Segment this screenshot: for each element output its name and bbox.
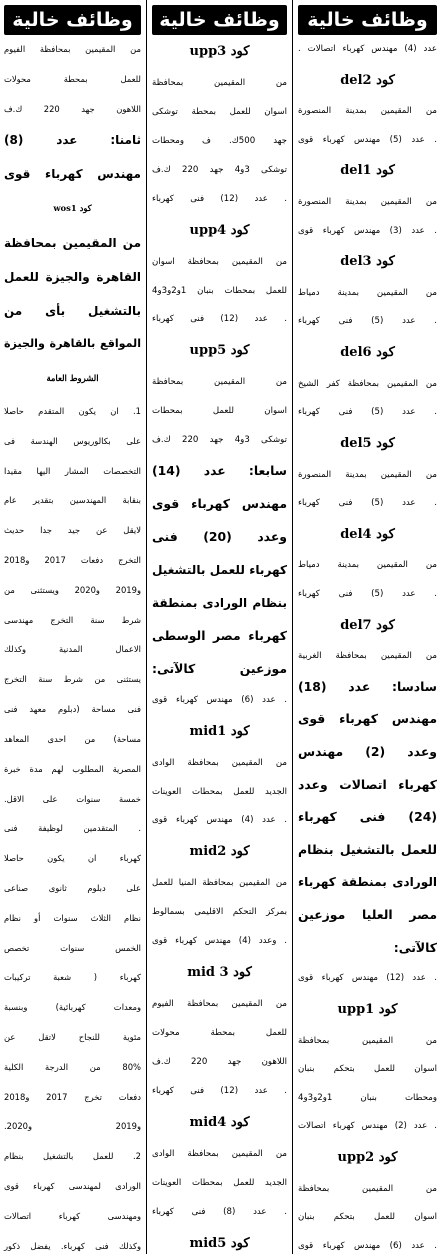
text-line: من المقيمين بمحافظة	[152, 77, 287, 88]
text-line: من المقيمين بمحافظة	[298, 1183, 437, 1194]
job-code-line: كود mid1	[189, 723, 250, 739]
bold-text-line: المواقع بالقاهرة والجيزة	[4, 337, 141, 351]
text-line: . عدد (12) مهندس كهرباء قوى	[298, 973, 438, 984]
text-line: . عدد (4) مهندس كهرباء قوى	[152, 815, 287, 826]
text-line: 2. للعمل بالتشغيل بنظام	[4, 1151, 141, 1162]
text-line: الجديد للعمل بمحطات العوينات	[152, 1177, 287, 1188]
text-line: كهرباء ان يكون حاصلا	[4, 853, 141, 864]
bold-text-line: موزعين كالآتى:	[152, 660, 287, 676]
bold-text-line: الورادى بمنطقة كهرباء	[298, 875, 437, 890]
text-line: للعمل بمحطة محولات	[152, 1028, 287, 1038]
text-line: من المقيمين بمدينة المنصورة	[298, 106, 437, 117]
column-right	[294, 0, 441, 1254]
bold-text-line: سادسا: عدد (18)	[298, 678, 437, 694]
text-line: من المقيمين بمحافظة	[298, 1035, 437, 1046]
job-code-line: كود mid 3	[187, 965, 252, 981]
bold-text-line: وعدد (2) مهندس	[298, 744, 437, 760]
text-line: و2019 و2020.	[4, 1121, 141, 1132]
text-line: . عدد (12) فنى كهرباء	[152, 314, 288, 325]
text-line: ومحطات بنبان 1و2و3و4	[298, 1092, 437, 1103]
text-line: . عدد (2) مهندس كهرباء اتصالات	[298, 1121, 437, 1132]
text-line: . المتقدمين لوظيفة فنى	[4, 823, 141, 834]
job-code-line: كود upp5	[189, 343, 250, 359]
text-line: اسوان للعمل بمحطات	[152, 406, 287, 417]
text-line: على بكالوريوس الهندسة فى	[4, 435, 141, 446]
text-line: اسوان للعمل بتحكم بنبان	[298, 1064, 437, 1075]
text-line: من المقيمين بمحافظة الفيوم	[4, 44, 141, 54]
column-header: وظائف خالية	[298, 5, 437, 35]
job-code-line: كود del7	[340, 617, 395, 633]
text-line: عدد (4) مهندس كهرباء اتصالات .	[298, 44, 437, 54]
text-line: دفعات تخرج 2017 و2018	[4, 1091, 141, 1102]
text-line: يستثنى من شرط سنة التخرج	[4, 674, 141, 685]
text-line: توشكى 3و4 جهد 220 ك.ف	[152, 164, 287, 175]
text-line: من المقيمين بمحافظة	[152, 377, 287, 388]
bold-text-line: كهرباء للعمل بالتشغيل	[152, 562, 287, 577]
text-line: من المقيمين بمحافظة الفيوم	[152, 999, 287, 1010]
text-line: خمسة سنوات على الاقل.	[4, 793, 141, 804]
text-line: . عدد (3) مهندس كهرباء قوى	[298, 225, 438, 236]
job-code-line: كود upp1	[337, 1001, 398, 1017]
bold-text-line: مهندس كهرباء قوى	[152, 496, 287, 512]
text-line: من المقيمين بمحافظة كفر الشيخ	[298, 378, 437, 389]
text-line: فنى مساحة (دبلوم معهد فنى	[4, 704, 141, 715]
text-line: الاعمال المدنية وكذلك	[4, 644, 141, 655]
text-line: مئوية للنجاح لاتقل عن	[4, 1032, 141, 1042]
job-code-line: كود upp3	[189, 44, 250, 59]
text-line: توشكى 3و4 جهد 220 ك.ف	[152, 435, 287, 446]
text-line: بمركز التحكم الاقليمى بسمالوط	[152, 907, 287, 918]
job-code-line: كود del3	[340, 254, 395, 270]
text-line: من المقيمين بمحافظة الوادى	[152, 757, 287, 768]
bold-text-line: من المقيمين بمحافظة	[4, 235, 141, 250]
job-code-line: كود mid2	[189, 844, 250, 860]
text-line: ومهندسى كهرباء اتصالات	[4, 1210, 141, 1221]
text-line: . عدد (12) فنى كهرباء	[152, 193, 288, 204]
column-body	[152, 35, 287, 1254]
job-code-line: كود del6	[340, 345, 395, 361]
bold-text-line: بنظام الورادى بمنطقة	[152, 595, 287, 610]
text-line: . وعدد (4) مهندس كهرباء قوى	[152, 936, 288, 947]
job-code-line: كود del1	[340, 163, 395, 179]
text-line: من المقيمين بمدينة المنصورة	[298, 469, 437, 480]
text-line: الورادى لمهندسى كهرباء قوى	[4, 1181, 141, 1192]
text-line: 1. ان يكون المتقدم حاصلا	[4, 405, 141, 416]
bold-text-line: مهندس كهرباء قوى	[298, 711, 437, 727]
bold-text-line: مهندس كهرباء قوى	[4, 167, 141, 182]
bold-text-line: كهرباء مصر الوسطى	[152, 627, 287, 643]
text-line: شرط سنة التخرج مهندسى	[4, 614, 141, 625]
text-line: الجديد للعمل بمحطات العوينات	[152, 786, 287, 797]
text-line: على دبلوم ثانوى صناعى	[4, 882, 141, 893]
text-line: . عدد (5) فنى كهرباء	[298, 588, 438, 599]
text-line: اسوان للعمل بمحطة توشكى	[152, 106, 287, 117]
column-divider	[146, 0, 147, 1254]
text-line: . عدد (5) مهندس كهرباء قوى	[298, 134, 438, 145]
job-code-line: كود del2	[340, 72, 395, 88]
text-line: للعمل بمحطة محولات	[4, 73, 141, 84]
text-line: التخرج دفعات 2017 و2018	[4, 555, 141, 565]
column-middle	[148, 0, 291, 1254]
text-line: كهرباء ( شعبة تركيبات	[4, 972, 141, 983]
job-code-line: كود mid4	[189, 1114, 250, 1130]
column-left	[0, 0, 145, 1254]
text-line: المصرية المطلوب لهم مدة خبرة	[4, 763, 141, 774]
bold-text-line: كهرباء اتصالات وعدد	[298, 776, 437, 792]
bold-text-line: للعمل بالتشغيل بنظام	[298, 841, 437, 857]
text-line: من المقيمين بمدينة دمياط	[298, 287, 437, 298]
job-code-line: كود del5	[340, 435, 395, 451]
column-header: وظائف خالية	[152, 5, 287, 35]
text-line: . عدد (12) فنى كهرباء	[152, 1085, 288, 1096]
text-line: لايقل عن جيد جدا حديث	[4, 525, 141, 536]
bold-text-line: مصر العليا موزعين	[298, 907, 437, 923]
text-line: نظام الثلاث سنوات أو نظام	[4, 912, 141, 923]
job-code-line: كود del4	[340, 526, 395, 542]
bold-text-line: ثامنا: عدد (8)	[4, 133, 141, 148]
text-line: التخصصات المشار اليها مقيدا	[4, 465, 141, 476]
column-body	[298, 35, 437, 1254]
bold-text-line: القاهرة والجيزة للعمل	[4, 269, 141, 284]
text-line: و2019 و2020 ويستثنى من	[4, 584, 141, 595]
bold-text-line: وعدد (20) فنى	[152, 529, 287, 544]
text-line: من المقيمين بمحافظة الوادى	[152, 1148, 287, 1159]
text-line: . عدد (5) فنى كهرباء	[298, 498, 438, 509]
job-code-line: كود mid5	[189, 1235, 250, 1251]
job-code-line: الشروط العامة	[46, 373, 99, 384]
text-line: . عدد (5) فنى كهرباء	[298, 316, 438, 327]
text-line: من المقيمين بمدينة المنصورة	[298, 197, 437, 208]
text-line: مساحة) من احدى المعاهد	[4, 733, 141, 744]
column-divider	[292, 0, 293, 1254]
bold-text-line: (24) فنى كهرباء	[298, 809, 437, 825]
text-line: من المقيمين بمدينة دمياط	[298, 560, 437, 571]
job-code-line: كود upp4	[189, 222, 250, 238]
text-line: . عدد (8) فنى كهرباء	[152, 1206, 288, 1217]
text-line: ومعدات كهربائية) وبنسبة	[4, 1002, 141, 1013]
text-line: اسوان للعمل بتحكم بنبان	[298, 1212, 437, 1223]
text-line: اللاهون جهد 220 ك.ف	[152, 1056, 287, 1067]
text-line: للعمل بمحطات بنبان 1و2و3و4	[152, 285, 287, 296]
text-line: من المقيمين بمحافظة المنيا للعمل	[152, 878, 287, 889]
bold-text-line: كالآتى:	[393, 939, 437, 955]
text-line: بنقابة المهندسين بتقدير عام	[4, 495, 141, 506]
column-body	[4, 35, 141, 1254]
text-line: من المقيمين بمحافظة الغربية	[298, 651, 437, 662]
job-code-line: كود wos1	[53, 203, 92, 214]
text-line: جهد 500ك. ف ومحطات	[152, 135, 287, 146]
text-line: 80% من الدرجة الكلية	[4, 1061, 141, 1072]
job-code-line: كود upp2	[337, 1149, 398, 1165]
text-line: . عدد (6) مهندس كهرباء قوى	[298, 1240, 438, 1251]
text-line: اللاهون جهد 220 ك.ف	[4, 103, 141, 114]
column-header: وظائف خالية	[4, 5, 141, 35]
text-line: . عدد (6) مهندس كهرباء قوى	[152, 694, 287, 705]
bold-text-line: بالتشغيل بأى من	[4, 303, 141, 318]
text-line: وكذلك فنى كهرباء. يفضل ذكور	[4, 1240, 141, 1251]
text-line: . عدد (5) فنى كهرباء	[298, 407, 438, 418]
text-line: الخمس سنوات تخصص	[4, 942, 141, 953]
bold-text-line: سابعا: عدد (14)	[152, 463, 287, 479]
text-line: من المقيمين بمحافظة اسوان	[152, 256, 287, 267]
